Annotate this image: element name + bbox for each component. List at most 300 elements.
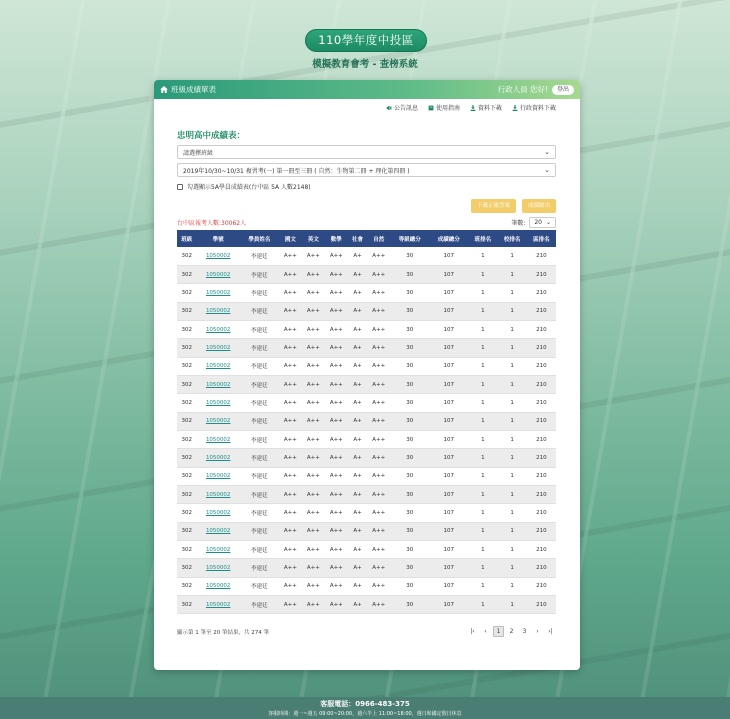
action-buttons xyxy=(154,199,556,213)
table-cell: A++ xyxy=(367,596,390,614)
table-cell: 107 xyxy=(429,485,468,503)
table-cell: A+ xyxy=(348,522,368,540)
table-cell: A+ xyxy=(348,577,368,595)
student-id-link[interactable]: 1050002 xyxy=(197,302,240,320)
table-cell: A+ xyxy=(348,596,368,614)
home-icon xyxy=(160,86,168,93)
table-cell: A++ xyxy=(279,430,302,448)
table-cell: A++ xyxy=(279,247,302,265)
student-id-link[interactable]: 1050002 xyxy=(197,357,240,375)
table-cell: A++ xyxy=(302,412,325,430)
table-cell: A++ xyxy=(325,449,348,467)
table-cell: 210 xyxy=(527,412,556,430)
table-cell: A++ xyxy=(279,412,302,430)
per-page-value: 20 xyxy=(534,219,542,226)
pagination xyxy=(467,626,556,637)
student-id-link[interactable]: 1050002 xyxy=(197,320,240,338)
exam-select-value: 2019年10/30~10/31 複習考(一) 第一冊至三冊 ( 自然：生物第二冊 + 理化第四冊 ) xyxy=(183,167,410,175)
table-cell: A++ xyxy=(279,265,302,283)
exam-select[interactable] xyxy=(177,163,556,177)
download-icon xyxy=(470,105,476,111)
chevron-down-icon: ⌄ xyxy=(544,148,550,156)
table-cell: 210 xyxy=(527,339,556,357)
student-id-link[interactable]: 1050002 xyxy=(197,284,240,302)
table-cell: A+ xyxy=(348,504,368,522)
table-cell: A+ xyxy=(348,302,368,320)
table-cell: 210 xyxy=(527,449,556,467)
table-cell: A+ xyxy=(348,412,368,430)
student-id-link[interactable]: 1050002 xyxy=(197,339,240,357)
table-cell: 1 xyxy=(497,596,526,614)
table-cell: 30 xyxy=(390,541,429,559)
toolbar-admin-download[interactable] xyxy=(512,103,556,112)
student-id-link[interactable]: 1050002 xyxy=(197,485,240,503)
table-cell: A++ xyxy=(302,559,325,577)
table-cell: 107 xyxy=(429,394,468,412)
pagination-summary: 顯示第 1 筆至 20 筆結果，共 274 筆 xyxy=(177,629,269,636)
table-cell: A++ xyxy=(325,504,348,522)
student-id-link[interactable]: 1050002 xyxy=(197,467,240,485)
table-cell: 30 xyxy=(390,247,429,265)
table-cell: 李建廷 xyxy=(240,522,279,540)
table-cell: A++ xyxy=(325,394,348,412)
column-header: 數學 xyxy=(325,230,348,247)
table-cell: 210 xyxy=(527,394,556,412)
table-cell: A++ xyxy=(325,357,348,375)
column-header: 班排名 xyxy=(468,230,497,247)
table-cell: 李建廷 xyxy=(240,375,279,393)
table-cell: 302 xyxy=(177,449,197,467)
table-cell: 1 xyxy=(497,577,526,595)
examinee-count: 台中區報考人數:30062人 xyxy=(177,220,247,227)
table-cell: A++ xyxy=(302,522,325,540)
student-id-link[interactable]: 1050002 xyxy=(197,247,240,265)
table-cell: 107 xyxy=(429,430,468,448)
table-cell: 1 xyxy=(497,339,526,357)
table-cell: 1 xyxy=(468,375,497,393)
table-cell: 302 xyxy=(177,357,197,375)
table-cell: A++ xyxy=(279,375,302,393)
table-cell: 1 xyxy=(497,302,526,320)
table-cell: 302 xyxy=(177,320,197,338)
table-cell: A++ xyxy=(367,247,390,265)
table-cell: A++ xyxy=(302,596,325,614)
table-cell: A+ xyxy=(348,467,368,485)
student-id-link[interactable]: 1050002 xyxy=(197,522,240,540)
card-title xyxy=(160,84,216,95)
page-3-button[interactable]: 3 xyxy=(522,628,527,636)
table-cell: 李建廷 xyxy=(240,394,279,412)
table-cell: A++ xyxy=(302,247,325,265)
table-cell: 210 xyxy=(527,320,556,338)
pagination-row xyxy=(177,626,556,637)
main-card xyxy=(154,80,580,670)
table-cell: 李建廷 xyxy=(240,541,279,559)
table-cell: A+ xyxy=(348,485,368,503)
table-cell: 210 xyxy=(527,357,556,375)
table-cell: 1 xyxy=(468,265,497,283)
student-id-link[interactable]: 1050002 xyxy=(197,449,240,467)
table-cell: 302 xyxy=(177,430,197,448)
table-cell: 302 xyxy=(177,375,197,393)
toolbar-admin-download-label: 行政資料下載 xyxy=(519,105,556,112)
table-cell: A++ xyxy=(367,265,390,283)
table-cell: 1 xyxy=(468,485,497,503)
table-cell: 1 xyxy=(468,320,497,338)
logout-button[interactable]: 登出 xyxy=(552,85,574,95)
column-header: 自然 xyxy=(367,230,390,247)
student-id-link[interactable]: 1050002 xyxy=(197,559,240,577)
table-cell: 30 xyxy=(390,265,429,283)
table-cell: A+ xyxy=(348,394,368,412)
student-id-link[interactable]: 1050002 xyxy=(197,430,240,448)
table-cell: A++ xyxy=(367,577,390,595)
table-cell: A++ xyxy=(279,504,302,522)
table-cell: A++ xyxy=(279,467,302,485)
table-cell: 1 xyxy=(468,541,497,559)
table-cell: 1 xyxy=(497,412,526,430)
column-header: 社會 xyxy=(348,230,368,247)
table-cell: A++ xyxy=(367,559,390,577)
student-id-link[interactable]: 1050002 xyxy=(197,504,240,522)
student-id-link[interactable]: 1050002 xyxy=(197,375,240,393)
table-cell: A++ xyxy=(302,449,325,467)
table-row xyxy=(177,320,556,338)
table-cell: A+ xyxy=(348,265,368,283)
megaphone-icon xyxy=(386,105,392,111)
toolbar-guide[interactable] xyxy=(428,103,460,112)
chevron-down-icon: ⌄ xyxy=(544,166,550,174)
class-select[interactable] xyxy=(177,145,556,159)
table-cell: A++ xyxy=(279,449,302,467)
per-page-control xyxy=(511,217,556,228)
table-cell: 李建廷 xyxy=(240,284,279,302)
table-cell: A++ xyxy=(367,394,390,412)
next-page-button[interactable]: › xyxy=(536,628,539,636)
table-cell: A++ xyxy=(325,430,348,448)
table-cell: A++ xyxy=(367,485,390,503)
table-cell: 30 xyxy=(390,522,429,540)
show-5a-checkbox-label: 勾選顯示5A學員成績表(台中區 5A 人數2148) xyxy=(187,184,311,191)
table-cell: A++ xyxy=(325,284,348,302)
toolbar-announcements[interactable] xyxy=(386,103,418,112)
table-cell: A++ xyxy=(367,302,390,320)
table-cell: 李建廷 xyxy=(240,412,279,430)
table-cell: 210 xyxy=(527,541,556,559)
table-row xyxy=(177,577,556,595)
table-cell: 1 xyxy=(497,247,526,265)
table-cell: A++ xyxy=(367,339,390,357)
table-cell: A++ xyxy=(325,467,348,485)
table-cell: 210 xyxy=(527,467,556,485)
table-cell: 1 xyxy=(497,522,526,540)
table-cell: 107 xyxy=(429,339,468,357)
table-cell: A++ xyxy=(367,357,390,375)
table-cell: 李建廷 xyxy=(240,577,279,595)
table-cell: 1 xyxy=(468,522,497,540)
table-body xyxy=(177,247,556,614)
table-cell: A++ xyxy=(302,357,325,375)
table-cell: 210 xyxy=(527,247,556,265)
table-cell: 210 xyxy=(527,504,556,522)
table-cell: A++ xyxy=(279,485,302,503)
table-cell: 30 xyxy=(390,559,429,577)
table-cell: 1 xyxy=(497,541,526,559)
table-cell: A++ xyxy=(367,320,390,338)
table-cell: 210 xyxy=(527,559,556,577)
table-cell: 李建廷 xyxy=(240,265,279,283)
table-cell: 210 xyxy=(527,430,556,448)
table-cell: A++ xyxy=(302,320,325,338)
table-cell: A++ xyxy=(302,577,325,595)
table-cell: 107 xyxy=(429,302,468,320)
table-cell: A++ xyxy=(325,596,348,614)
table-cell: 107 xyxy=(429,247,468,265)
table-row xyxy=(177,596,556,614)
show-5a-checkbox-row[interactable] xyxy=(177,182,580,191)
table-row xyxy=(177,430,556,448)
table-row xyxy=(177,559,556,577)
table-cell: 107 xyxy=(429,412,468,430)
table-cell: 107 xyxy=(429,541,468,559)
table-row xyxy=(177,265,556,283)
system-subtitle: 模擬教育會考 - 查榜系統 xyxy=(312,59,418,70)
table-cell: 302 xyxy=(177,596,197,614)
table-cell: 30 xyxy=(390,596,429,614)
table-cell: 210 xyxy=(527,375,556,393)
table-cell: A++ xyxy=(367,449,390,467)
table-info-row xyxy=(177,217,556,228)
table-cell: A++ xyxy=(279,522,302,540)
table-cell: 李建廷 xyxy=(240,339,279,357)
column-header: 區排名 xyxy=(527,230,556,247)
table-cell: A++ xyxy=(302,394,325,412)
show-5a-checkbox[interactable] xyxy=(177,184,183,190)
table-cell: 1 xyxy=(497,449,526,467)
table-cell: 30 xyxy=(390,485,429,503)
student-id-link[interactable]: 1050002 xyxy=(197,265,240,283)
table-row xyxy=(177,522,556,540)
table-cell: A++ xyxy=(302,302,325,320)
column-header: 校排名 xyxy=(497,230,526,247)
table-cell: A+ xyxy=(348,430,368,448)
footer xyxy=(0,697,730,719)
table-cell: A+ xyxy=(348,559,368,577)
table-cell: 30 xyxy=(390,284,429,302)
column-header: 班級 xyxy=(177,230,197,247)
table-cell: A++ xyxy=(279,320,302,338)
table-cell: A++ xyxy=(279,302,302,320)
table-cell: 1 xyxy=(497,504,526,522)
table-cell: 李建廷 xyxy=(240,504,279,522)
table-cell: A++ xyxy=(367,522,390,540)
page-2-button[interactable]: 2 xyxy=(509,628,514,636)
table-cell: 1 xyxy=(468,357,497,375)
table-row xyxy=(177,541,556,559)
table-cell: A++ xyxy=(302,265,325,283)
per-page-label: 筆數: xyxy=(511,220,526,227)
table-cell: A++ xyxy=(302,339,325,357)
column-header: 國文 xyxy=(279,230,302,247)
table-cell: 107 xyxy=(429,375,468,393)
school-title: 忠明高中成績表： xyxy=(177,131,246,141)
prev-page-button[interactable]: ‹ xyxy=(484,628,487,636)
table-cell: 107 xyxy=(429,467,468,485)
table-cell: A++ xyxy=(325,485,348,503)
table-cell: A++ xyxy=(367,504,390,522)
table-cell: 1 xyxy=(468,302,497,320)
table-cell: A++ xyxy=(367,284,390,302)
page-title: 110學年度中投區 xyxy=(305,29,427,52)
table-cell: 李建廷 xyxy=(240,449,279,467)
table-cell: 1 xyxy=(497,284,526,302)
table-cell: 302 xyxy=(177,485,197,503)
table-cell: 30 xyxy=(390,339,429,357)
table-cell: A++ xyxy=(325,577,348,595)
table-cell: A++ xyxy=(325,265,348,283)
table-cell: A++ xyxy=(325,339,348,357)
table-row xyxy=(177,485,556,503)
table-cell: A++ xyxy=(302,467,325,485)
table-row xyxy=(177,412,556,430)
table-cell: 107 xyxy=(429,357,468,375)
table-cell: A++ xyxy=(325,559,348,577)
table-cell: 1 xyxy=(468,559,497,577)
table-cell: A++ xyxy=(325,522,348,540)
card-header xyxy=(154,80,580,99)
table-cell: 李建廷 xyxy=(240,559,279,577)
table-cell: 1 xyxy=(468,467,497,485)
toolbar-download-label: 資料下載 xyxy=(477,105,502,112)
table-cell: 210 xyxy=(527,284,556,302)
table-cell: 1 xyxy=(497,559,526,577)
table-cell: A++ xyxy=(325,247,348,265)
table-cell: A+ xyxy=(348,541,368,559)
download-answers-button[interactable]: 下載正確答案 xyxy=(471,199,516,213)
table-cell: 107 xyxy=(429,265,468,283)
table-cell: A++ xyxy=(302,485,325,503)
table-cell: 1 xyxy=(497,394,526,412)
table-cell: A++ xyxy=(367,375,390,393)
table-row xyxy=(177,357,556,375)
first-page-button[interactable]: |‹ xyxy=(470,628,475,636)
book-icon xyxy=(428,105,434,111)
table-cell: 1 xyxy=(468,430,497,448)
user-greeting: 行政人員 您好! xyxy=(497,85,548,94)
table-cell: 107 xyxy=(429,559,468,577)
table-cell: A+ xyxy=(348,357,368,375)
table-cell: 107 xyxy=(429,284,468,302)
table-cell: A+ xyxy=(348,320,368,338)
table-cell: 302 xyxy=(177,522,197,540)
table-cell: 107 xyxy=(429,596,468,614)
table-cell: 1 xyxy=(497,467,526,485)
chevron-down-icon: ⌄ xyxy=(545,219,551,226)
per-page-select[interactable] xyxy=(529,217,556,228)
export-grades-button[interactable]: 成績匯出 xyxy=(522,199,556,213)
table-cell: 210 xyxy=(527,596,556,614)
column-header: 英文 xyxy=(302,230,325,247)
table-cell: 1 xyxy=(497,320,526,338)
table-cell: 30 xyxy=(390,577,429,595)
student-id-link[interactable]: 1050002 xyxy=(197,394,240,412)
student-id-link[interactable]: 1050002 xyxy=(197,412,240,430)
table-cell: 1 xyxy=(497,485,526,503)
student-id-link[interactable]: 1050002 xyxy=(197,541,240,559)
table-row xyxy=(177,394,556,412)
table-cell: 李建廷 xyxy=(240,485,279,503)
table-cell: 李建廷 xyxy=(240,320,279,338)
table-row xyxy=(177,467,556,485)
table-cell: 1 xyxy=(468,284,497,302)
table-cell: 1 xyxy=(468,449,497,467)
table-cell: 李建廷 xyxy=(240,247,279,265)
toolbar-guide-label: 使用指南 xyxy=(435,105,460,112)
table-cell: 1 xyxy=(468,596,497,614)
table-cell: A++ xyxy=(279,577,302,595)
table-cell: 1 xyxy=(468,339,497,357)
column-header: 學員姓名 xyxy=(240,230,279,247)
table-cell: 302 xyxy=(177,412,197,430)
page-1-button[interactable]: 1 xyxy=(493,626,504,637)
table-cell: 1 xyxy=(497,375,526,393)
table-cell: 302 xyxy=(177,302,197,320)
download-icon xyxy=(512,105,518,111)
student-id-link[interactable]: 1050002 xyxy=(197,596,240,614)
column-header: 成績總分 xyxy=(429,230,468,247)
table-cell: A++ xyxy=(279,339,302,357)
table-row xyxy=(177,302,556,320)
table-cell: 30 xyxy=(390,449,429,467)
grades-table xyxy=(177,230,556,614)
table-cell: 30 xyxy=(390,412,429,430)
table-cell: 107 xyxy=(429,522,468,540)
table-cell: A++ xyxy=(302,504,325,522)
table-cell: 302 xyxy=(177,559,197,577)
table-cell: 302 xyxy=(177,394,197,412)
table-cell: 30 xyxy=(390,394,429,412)
table-cell: 302 xyxy=(177,339,197,357)
table-cell: A++ xyxy=(367,412,390,430)
table-row xyxy=(177,247,556,265)
table-cell: 107 xyxy=(429,320,468,338)
table-cell: 210 xyxy=(527,522,556,540)
last-page-button[interactable]: ›| xyxy=(548,628,553,636)
support-phone: 客服電話：0966-483-375 xyxy=(320,700,410,708)
table-cell: 210 xyxy=(527,485,556,503)
table-cell: 302 xyxy=(177,284,197,302)
table-cell: 30 xyxy=(390,467,429,485)
table-cell: 30 xyxy=(390,357,429,375)
table-header-row xyxy=(177,230,556,247)
table-cell: 30 xyxy=(390,375,429,393)
table-cell: A++ xyxy=(302,375,325,393)
table-cell: 210 xyxy=(527,577,556,595)
table-cell: 107 xyxy=(429,504,468,522)
user-area xyxy=(498,84,574,95)
toolbar-download[interactable] xyxy=(470,103,502,112)
table-row xyxy=(177,504,556,522)
table-cell: 302 xyxy=(177,467,197,485)
class-select-value: 請選擇班級 xyxy=(183,149,214,157)
table-row xyxy=(177,449,556,467)
table-cell: A++ xyxy=(279,357,302,375)
table-cell: A++ xyxy=(279,559,302,577)
student-id-link[interactable]: 1050002 xyxy=(197,577,240,595)
table-cell: A+ xyxy=(348,284,368,302)
table-row xyxy=(177,339,556,357)
card-title-text: 班級成績單表 xyxy=(171,85,216,94)
